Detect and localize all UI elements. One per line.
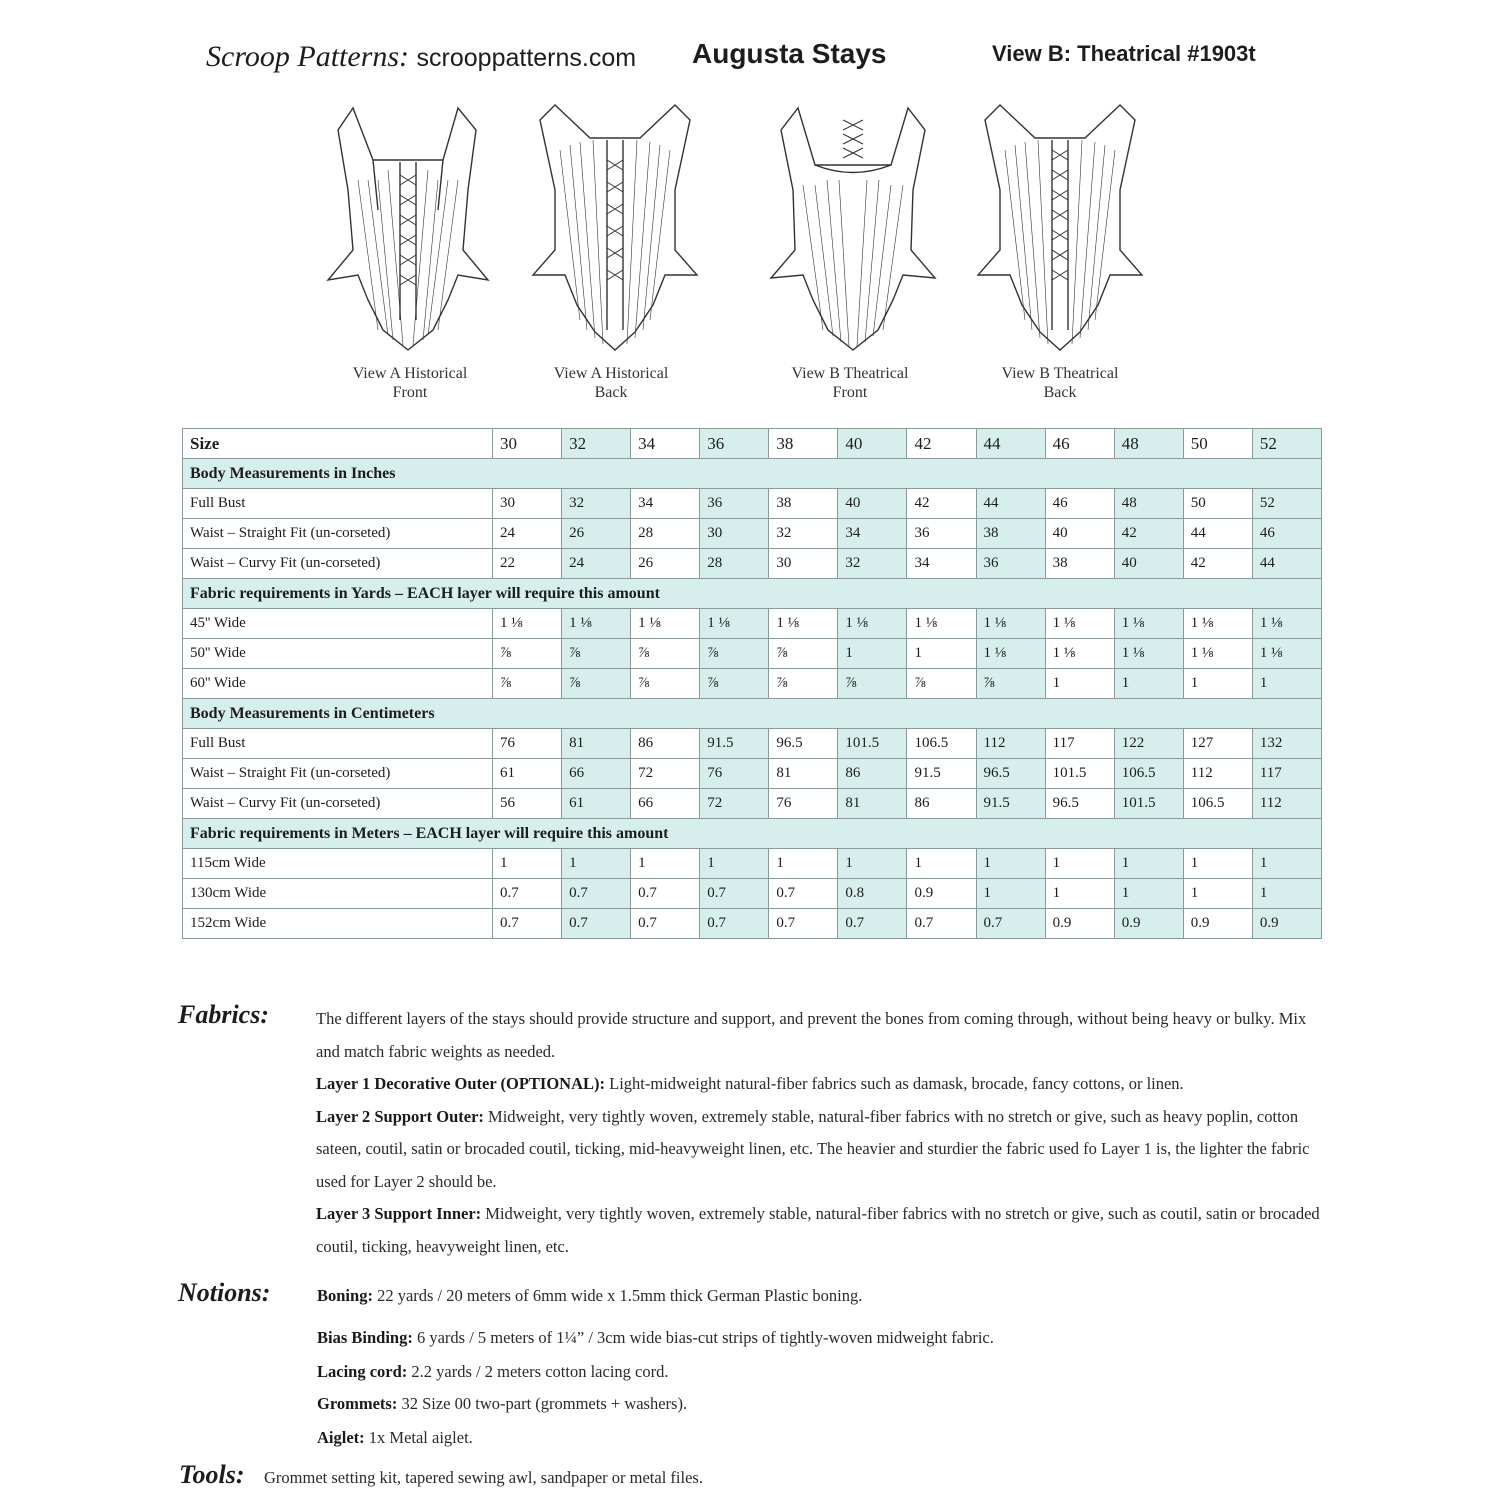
table-cell: 66 bbox=[562, 759, 631, 789]
table-cell: 1 bbox=[1252, 669, 1321, 699]
row-label: 130cm Wide bbox=[183, 879, 493, 909]
table-row bbox=[183, 549, 1322, 579]
table-cell: 0.9 bbox=[1252, 909, 1321, 939]
size-header-cell: 44 bbox=[976, 429, 1045, 459]
table-cell: 1 ⅛ bbox=[1114, 609, 1183, 639]
table-cell: 0.7 bbox=[769, 909, 838, 939]
table-cell: 34 bbox=[907, 549, 976, 579]
tools-text: Grommet setting kit, tapered sewing awl, sandpaper or metal files. bbox=[264, 1468, 703, 1487]
table-cell: 1 ⅛ bbox=[1045, 609, 1114, 639]
caption-view-a-back bbox=[511, 364, 711, 402]
table-cell: 1 bbox=[700, 849, 769, 879]
table-cell: 44 bbox=[1183, 519, 1252, 549]
size-header-cell: 50 bbox=[1183, 429, 1252, 459]
table-cell: 1 ⅛ bbox=[838, 609, 907, 639]
table-cell: 0.9 bbox=[907, 879, 976, 909]
table-cell: ⅞ bbox=[907, 669, 976, 699]
table-cell: 117 bbox=[1252, 759, 1321, 789]
table-cell: 1 bbox=[976, 879, 1045, 909]
table-cell: 122 bbox=[1114, 729, 1183, 759]
table-cell: 44 bbox=[1252, 549, 1321, 579]
row-label: Waist – Straight Fit (un-corseted) bbox=[183, 519, 493, 549]
table-cell: 1 ⅛ bbox=[493, 609, 562, 639]
size-header-label: Size bbox=[183, 429, 493, 459]
table-cell: 52 bbox=[1252, 489, 1321, 519]
table-cell: 1 ⅛ bbox=[1114, 639, 1183, 669]
layer-3-label: Layer 3 Support Inner: bbox=[316, 1204, 482, 1223]
table-cell: 56 bbox=[493, 789, 562, 819]
table-cell: 72 bbox=[700, 789, 769, 819]
caption-line: Front bbox=[832, 384, 868, 401]
table-cell: 22 bbox=[493, 549, 562, 579]
table-cell: 76 bbox=[769, 789, 838, 819]
table-cell: ⅞ bbox=[493, 639, 562, 669]
notion-text: 6 yards / 5 meters of 1¼” / 3cm wide bias-cut strips of tightly-woven midweight fabric. bbox=[412, 1328, 994, 1347]
notion-item bbox=[317, 1328, 994, 1348]
layer-3-text: Midweight, very tightly woven, extremely stable, natural-fiber fabrics with no stretch or give, such as coutil, satin or brocaded coutil, ticking, heavyweight linen, etc. bbox=[316, 1204, 1320, 1256]
table-row bbox=[183, 759, 1322, 789]
notion-label: Aiglet: bbox=[317, 1428, 365, 1447]
table-cell: 1 ⅛ bbox=[700, 609, 769, 639]
row-label: 152cm Wide bbox=[183, 909, 493, 939]
table-cell: 106.5 bbox=[1114, 759, 1183, 789]
table-cell: 1 ⅛ bbox=[1252, 639, 1321, 669]
table-cell: 86 bbox=[838, 759, 907, 789]
notion-item bbox=[317, 1286, 862, 1306]
table-cell: 0.7 bbox=[700, 909, 769, 939]
notion-label: Bias Binding: bbox=[317, 1328, 413, 1347]
table-cell: 40 bbox=[1114, 549, 1183, 579]
brand-name: Scroop Patterns: bbox=[206, 40, 410, 73]
table-cell: 1 bbox=[907, 639, 976, 669]
notion-label: Lacing cord: bbox=[317, 1362, 408, 1381]
table-cell: 40 bbox=[838, 489, 907, 519]
table-cell: 61 bbox=[562, 789, 631, 819]
table-cell: 0.7 bbox=[493, 909, 562, 939]
row-label: Full Bust bbox=[183, 729, 493, 759]
table-cell: ⅞ bbox=[838, 669, 907, 699]
theatrical-front-illustration bbox=[763, 100, 943, 362]
table-cell: 1 ⅛ bbox=[1045, 639, 1114, 669]
table-cell: 42 bbox=[1114, 519, 1183, 549]
table-cell: 1 ⅛ bbox=[976, 639, 1045, 669]
notion-text: 2.2 yards / 2 meters cotton lacing cord. bbox=[407, 1362, 669, 1381]
section-header-row bbox=[183, 699, 1322, 729]
notion-text: 1x Metal aiglet. bbox=[364, 1428, 473, 1447]
table-cell: 1 bbox=[1183, 879, 1252, 909]
table-cell: 1 bbox=[838, 849, 907, 879]
table-cell: 42 bbox=[1183, 549, 1252, 579]
back-view-illustration bbox=[525, 100, 705, 362]
table-cell: 101.5 bbox=[838, 729, 907, 759]
table-cell: 1 bbox=[1114, 849, 1183, 879]
brand bbox=[206, 40, 636, 74]
table-cell: 86 bbox=[907, 789, 976, 819]
table-cell: 132 bbox=[1252, 729, 1321, 759]
table-cell: ⅞ bbox=[631, 669, 700, 699]
fabrics-body bbox=[316, 1003, 1328, 1263]
table-cell: 32 bbox=[562, 489, 631, 519]
table-cell: 1 bbox=[976, 849, 1045, 879]
caption-view-b-front bbox=[750, 364, 950, 402]
table-cell: 1 ⅛ bbox=[631, 609, 700, 639]
table-cell: 1 ⅛ bbox=[1252, 609, 1321, 639]
table-cell: 0.7 bbox=[769, 879, 838, 909]
section-header-row bbox=[183, 579, 1322, 609]
notion-label: Grommets: bbox=[317, 1394, 398, 1413]
table-cell: 1 bbox=[1045, 669, 1114, 699]
table-cell: 38 bbox=[1045, 549, 1114, 579]
fabrics-heading: Fabrics: bbox=[178, 1000, 269, 1029]
table-cell: 32 bbox=[838, 549, 907, 579]
table-cell: 81 bbox=[769, 759, 838, 789]
table-cell: 91.5 bbox=[976, 789, 1045, 819]
table-cell: 1 ⅛ bbox=[562, 609, 631, 639]
caption-view-a-front bbox=[310, 364, 510, 402]
table-cell: 0.9 bbox=[1183, 909, 1252, 939]
table-cell: ⅞ bbox=[976, 669, 1045, 699]
layer-3 bbox=[316, 1198, 1328, 1263]
view-label: View B: Theatrical #1903t bbox=[992, 41, 1256, 66]
brand-url: scrooppatterns.com bbox=[416, 44, 637, 72]
table-cell: 50 bbox=[1183, 489, 1252, 519]
table-cell: 1 bbox=[769, 849, 838, 879]
table-cell: ⅞ bbox=[769, 639, 838, 669]
table-cell: 0.7 bbox=[562, 879, 631, 909]
table-cell: 112 bbox=[1252, 789, 1321, 819]
table-cell: 91.5 bbox=[700, 729, 769, 759]
layer-1-text: Light-midweight natural-fiber fabrics such as damask, brocade, fancy cottons, or linen. bbox=[605, 1074, 1184, 1093]
caption-line: View B Theatrical bbox=[791, 365, 909, 382]
section-title: Fabric requirements in Meters – EACH layer will require this amount bbox=[183, 819, 1322, 849]
section-title: Fabric requirements in Yards – EACH layer will require this amount bbox=[183, 579, 1322, 609]
table-cell: 0.7 bbox=[631, 909, 700, 939]
table-cell: 40 bbox=[1045, 519, 1114, 549]
section-title: Body Measurements in Inches bbox=[183, 459, 1322, 489]
table-cell: 24 bbox=[562, 549, 631, 579]
table-cell: 36 bbox=[976, 549, 1045, 579]
table-row bbox=[183, 669, 1322, 699]
table-cell: ⅞ bbox=[700, 639, 769, 669]
notion-item bbox=[317, 1428, 473, 1448]
notion-item bbox=[317, 1362, 668, 1382]
table-cell: 112 bbox=[976, 729, 1045, 759]
table-cell: 1 bbox=[493, 849, 562, 879]
row-label: 50'' Wide bbox=[183, 639, 493, 669]
table-cell: 0.9 bbox=[1045, 909, 1114, 939]
table-cell: 38 bbox=[769, 489, 838, 519]
table-cell: 1 bbox=[1183, 669, 1252, 699]
pattern-title: Augusta Stays bbox=[692, 38, 887, 69]
size-header-cell: 30 bbox=[493, 429, 562, 459]
table-row bbox=[183, 729, 1322, 759]
table-cell: 34 bbox=[838, 519, 907, 549]
table-cell: 24 bbox=[493, 519, 562, 549]
table-cell: 81 bbox=[562, 729, 631, 759]
table-cell: 81 bbox=[838, 789, 907, 819]
table-cell: 28 bbox=[700, 549, 769, 579]
caption-line: Back bbox=[1043, 384, 1077, 401]
table-row bbox=[183, 489, 1322, 519]
size-header-cell: 42 bbox=[907, 429, 976, 459]
caption-line: Back bbox=[594, 384, 628, 401]
table-cell: 0.7 bbox=[631, 879, 700, 909]
tools-heading: Tools: bbox=[179, 1460, 245, 1489]
table-row bbox=[183, 639, 1322, 669]
table-cell: 0.7 bbox=[700, 879, 769, 909]
notion-text: 32 Size 00 two-part (grommets + washers). bbox=[397, 1394, 688, 1413]
table-cell: 30 bbox=[493, 489, 562, 519]
table-cell: 96.5 bbox=[976, 759, 1045, 789]
row-label: 60'' Wide bbox=[183, 669, 493, 699]
table-cell: 106.5 bbox=[907, 729, 976, 759]
table-cell: ⅞ bbox=[631, 639, 700, 669]
table-row bbox=[183, 879, 1322, 909]
table-cell: 34 bbox=[631, 489, 700, 519]
caption-line: View A Historical bbox=[352, 365, 468, 382]
table-cell: 46 bbox=[1252, 519, 1321, 549]
caption-line: View B Theatrical bbox=[1001, 365, 1119, 382]
table-cell: 1 bbox=[1252, 879, 1321, 909]
table-cell: 66 bbox=[631, 789, 700, 819]
row-label: Waist – Straight Fit (un-corseted) bbox=[183, 759, 493, 789]
row-label: 45'' Wide bbox=[183, 609, 493, 639]
caption-line: View A Historical bbox=[553, 365, 669, 382]
table-cell: 1 bbox=[631, 849, 700, 879]
notion-item bbox=[317, 1394, 687, 1414]
table-cell: 42 bbox=[907, 489, 976, 519]
size-header-cell: 34 bbox=[631, 429, 700, 459]
layer-1 bbox=[316, 1068, 1328, 1101]
theatrical-back-illustration bbox=[970, 100, 1150, 362]
table-cell: 96.5 bbox=[769, 729, 838, 759]
table-cell: 0.7 bbox=[907, 909, 976, 939]
table-cell: 1 bbox=[1045, 879, 1114, 909]
size-header-cell: 36 bbox=[700, 429, 769, 459]
table-cell: ⅞ bbox=[493, 669, 562, 699]
table-cell: 46 bbox=[1045, 489, 1114, 519]
table-cell: ⅞ bbox=[769, 669, 838, 699]
layer-2-label: Layer 2 Support Outer: bbox=[316, 1106, 484, 1126]
section-header-row bbox=[183, 459, 1322, 489]
table-row bbox=[183, 909, 1322, 939]
table-cell: 0.7 bbox=[493, 879, 562, 909]
table-cell: 38 bbox=[976, 519, 1045, 549]
table-cell: 96.5 bbox=[1045, 789, 1114, 819]
notion-label: Boning: bbox=[317, 1286, 373, 1305]
size-header-cell: 32 bbox=[562, 429, 631, 459]
size-header-cell: 38 bbox=[769, 429, 838, 459]
size-header-cell: 48 bbox=[1114, 429, 1183, 459]
fabrics-intro: The different layers of the stays should provide structure and support, and prevent the bones from coming through, without being heavy or bulky. Mix and match fabric weights as needed. bbox=[316, 1009, 1307, 1061]
table-row bbox=[183, 849, 1322, 879]
table-row bbox=[183, 789, 1322, 819]
layer-2 bbox=[316, 1101, 1328, 1199]
table-cell: 30 bbox=[700, 519, 769, 549]
notion-text: 22 yards / 20 meters of 6mm wide x 1.5mm thick German Plastic boning. bbox=[372, 1286, 863, 1305]
table-row bbox=[183, 519, 1322, 549]
table-cell: 117 bbox=[1045, 729, 1114, 759]
row-label: Full Bust bbox=[183, 489, 493, 519]
row-label: Waist – Curvy Fit (un-corseted) bbox=[183, 789, 493, 819]
table-cell: 26 bbox=[562, 519, 631, 549]
table-cell: 1 ⅛ bbox=[1183, 609, 1252, 639]
table-cell: 106.5 bbox=[1183, 789, 1252, 819]
section-header-row bbox=[183, 819, 1322, 849]
table-cell: 1 ⅛ bbox=[769, 609, 838, 639]
table-cell: 1 bbox=[1114, 669, 1183, 699]
table-cell: 0.8 bbox=[838, 879, 907, 909]
table-cell: 1 bbox=[562, 849, 631, 879]
table-cell: ⅞ bbox=[700, 669, 769, 699]
table-cell: 1 bbox=[1183, 849, 1252, 879]
table-cell: 127 bbox=[1183, 729, 1252, 759]
table-cell: 1 bbox=[1114, 879, 1183, 909]
table-cell: 28 bbox=[631, 519, 700, 549]
layer-1-label: Layer 1 Decorative Outer (OPTIONAL): bbox=[316, 1074, 605, 1093]
table-cell: 44 bbox=[976, 489, 1045, 519]
table-cell: 101.5 bbox=[1045, 759, 1114, 789]
page-header bbox=[0, 36, 1500, 86]
size-header-row bbox=[183, 429, 1322, 459]
table-cell: 36 bbox=[700, 489, 769, 519]
table-cell: 1 bbox=[1252, 849, 1321, 879]
table-cell: 48 bbox=[1114, 489, 1183, 519]
table-cell: 32 bbox=[769, 519, 838, 549]
table-cell: 0.7 bbox=[838, 909, 907, 939]
front-view-illustration bbox=[318, 100, 498, 362]
table-cell: 0.9 bbox=[1114, 909, 1183, 939]
size-chart-table bbox=[182, 428, 1322, 939]
row-label: 115cm Wide bbox=[183, 849, 493, 879]
table-cell: 30 bbox=[769, 549, 838, 579]
size-header-cell: 40 bbox=[838, 429, 907, 459]
table-cell: 61 bbox=[493, 759, 562, 789]
notions-heading: Notions: bbox=[178, 1278, 271, 1307]
table-cell: 86 bbox=[631, 729, 700, 759]
table-cell: 101.5 bbox=[1114, 789, 1183, 819]
layer-2-text: Midweight, very tightly woven, extremely stable, natural-fiber fabrics with no stretch or give, such as heavy poplin, cotton sateen, coutil, satin or brocaded coutil, ticking, mid-heavyweight linen, etc. The heavier and sturdier the fabric used fo Layer 1 is, the lighter the fabric used for Layer 2 should be. bbox=[316, 1106, 1310, 1191]
table-cell: 1 ⅛ bbox=[907, 609, 976, 639]
table-cell: 112 bbox=[1183, 759, 1252, 789]
table-cell: 76 bbox=[493, 729, 562, 759]
table-cell: 26 bbox=[631, 549, 700, 579]
table-cell: 0.7 bbox=[562, 909, 631, 939]
table-row bbox=[183, 609, 1322, 639]
row-label: Waist – Curvy Fit (un-corseted) bbox=[183, 549, 493, 579]
table-cell: 0.7 bbox=[976, 909, 1045, 939]
table-cell: ⅞ bbox=[562, 669, 631, 699]
size-header-cell: 52 bbox=[1252, 429, 1321, 459]
size-header-cell: 46 bbox=[1045, 429, 1114, 459]
table-cell: 1 bbox=[838, 639, 907, 669]
section-title: Body Measurements in Centimeters bbox=[183, 699, 1322, 729]
caption-view-b-back bbox=[960, 364, 1160, 402]
table-cell: 91.5 bbox=[907, 759, 976, 789]
table-cell: 1 bbox=[907, 849, 976, 879]
table-cell: ⅞ bbox=[562, 639, 631, 669]
table-cell: 1 bbox=[1045, 849, 1114, 879]
caption-line: Front bbox=[392, 384, 428, 401]
table-cell: 1 ⅛ bbox=[976, 609, 1045, 639]
table-cell: 1 ⅛ bbox=[1183, 639, 1252, 669]
table-cell: 36 bbox=[907, 519, 976, 549]
table-cell: 76 bbox=[700, 759, 769, 789]
table-cell: 72 bbox=[631, 759, 700, 789]
